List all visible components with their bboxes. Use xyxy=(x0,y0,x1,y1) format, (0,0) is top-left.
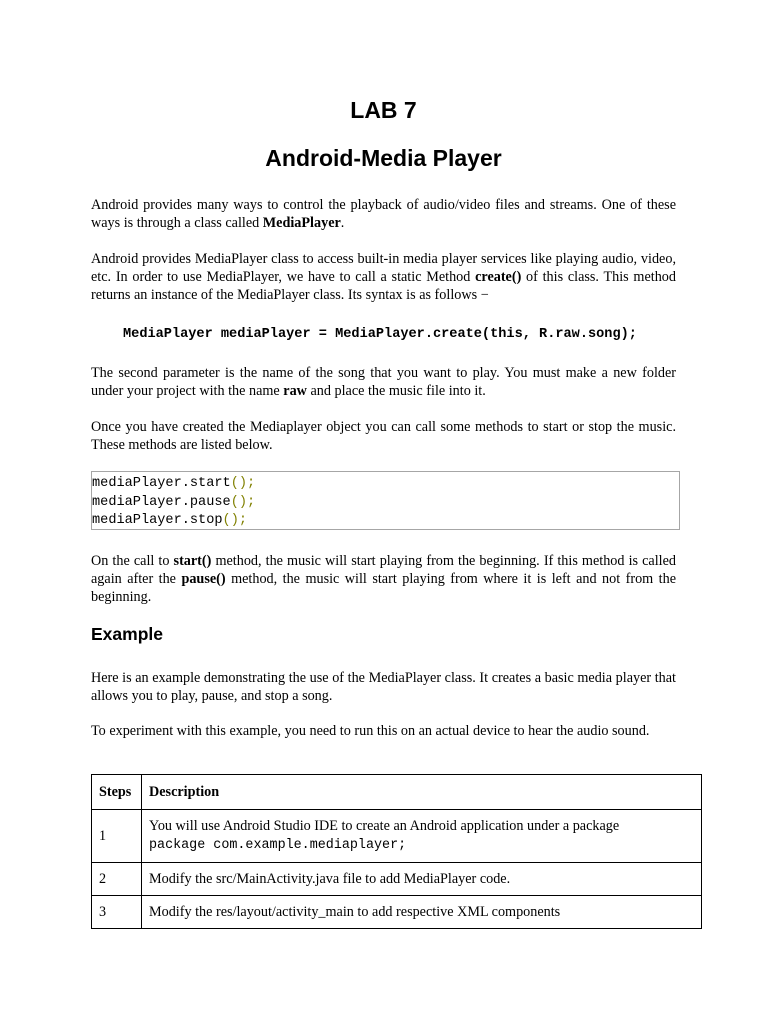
code-line-pause: mediaPlayer.pause(); xyxy=(92,494,256,510)
header-description: Description xyxy=(142,775,702,810)
methods-code-box xyxy=(91,471,680,530)
table-header-row xyxy=(92,775,702,810)
table-row xyxy=(92,896,702,929)
lab-number: LAB 7 xyxy=(350,97,417,123)
paragraph-example-intro: Here is an example demonstrating the use of the MediaPlayer class. It creates a basic media player that allows you to play, pause, and stop a song. xyxy=(91,670,676,704)
package-name: package com.example.mediaplayer; xyxy=(149,838,407,853)
paragraph-raw-folder: The second parameter is the name of the song that you want to play. You must make a new folder under your project with the name raw and place the music file into it. xyxy=(91,365,676,399)
page-title: Android-Media Player xyxy=(265,145,502,171)
table-row xyxy=(92,863,702,896)
step-description: You will use Android Studio IDE to create an Android application under a package package com.example.mediaplayer; xyxy=(142,810,702,863)
header-steps: Steps xyxy=(92,775,142,810)
step-number: 2 xyxy=(92,863,142,896)
paragraph-device-note: To experiment with this example, you need to run this on an actual device to hear the audio sound. xyxy=(91,723,650,739)
step-description: Modify the res/layout/activity_main to add respective XML components xyxy=(142,896,702,929)
intro-paragraph-1: Android provides many ways to control the playback of audio/video files and streams. One of these ways is through a class called MediaPlayer. xyxy=(91,197,676,231)
step-number: 3 xyxy=(92,896,142,929)
intro-paragraph-2: Android provides MediaPlayer class to access built-in media player services like playing audio, video, etc. In order to use MediaPlayer, we have to call a static Method create() of this class. This method returns an instance of the MediaPlayer class. Its syntax is as follows − xyxy=(91,251,676,303)
code-line-start: mediaPlayer.start(); xyxy=(92,476,256,491)
steps-table xyxy=(91,774,702,929)
syntax-code: MediaPlayer mediaPlayer = MediaPlayer.create(this, R.raw.song); xyxy=(123,327,637,342)
step-number: 1 xyxy=(92,810,142,863)
code-line-stop: mediaPlayer.stop(); xyxy=(92,513,248,528)
table-row xyxy=(92,810,702,863)
step-description: Modify the src/MainActivity.java file to add MediaPlayer code. xyxy=(142,863,702,896)
example-heading: Example xyxy=(91,624,163,644)
paragraph-methods-intro: Once you have created the Mediaplayer object you can call some methods to start or stop the music. These methods are listed below. xyxy=(91,419,676,453)
paragraph-start-pause: On the call to start() method, the music will start playing from the beginning. If this method is called again after the pause() method, the music will start playing from where it is left and not from the beginning. xyxy=(91,553,677,605)
